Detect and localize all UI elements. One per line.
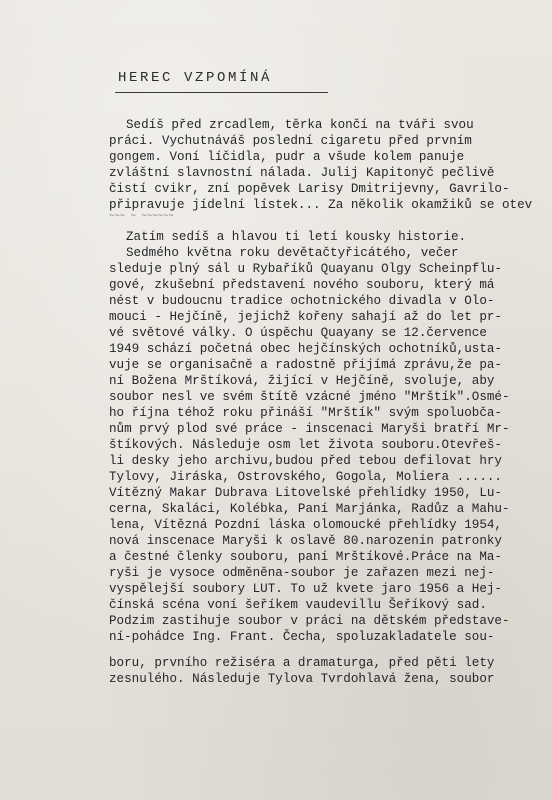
- text-line: Zatím sedíš a hlavou ti letí kousky historie.: [126, 230, 467, 244]
- text-line: nová inscenace Maryši k oslavě 80.narozenin patronky: [109, 534, 502, 548]
- text-line: štíkových. Následuje osm let života souboru.Otevřeš-: [109, 438, 502, 452]
- text-line: zesnulého. Následuje Tylova Tvrdohlavá žena, soubor: [109, 672, 495, 686]
- text-line: ho října téhož roku přináší "Mrštík" svým spoluobča-: [109, 406, 502, 420]
- text-line: Vítězný Makar Dubrava Litovelské přehlídky 1950, Lu-: [109, 486, 502, 500]
- text-line: připravuje jídelní lístek... Za několik okamžiků se otev: [109, 198, 533, 212]
- text-line: nést v budoucnu tradice ochotnického divadla v Olo-: [109, 294, 495, 308]
- text-line: lena, Vítězná Pozdní láska olomoucké přehlídky 1954,: [109, 518, 502, 532]
- text-line: Tylovy, Jiráska, Ostrovského, Gogola, Moliera ......: [109, 470, 502, 484]
- text-line: práci. Vychutnáváš poslední cigaretu před prvním: [109, 134, 472, 148]
- text-line: nům prvý plod své práce - inscenaci Maryši bratří Mr-: [109, 422, 510, 436]
- text-line: boru, prvního režiséra a dramaturga, před pěti lety: [109, 656, 495, 670]
- page-title: HEREC VZPOMÍNÁ: [118, 70, 273, 86]
- text-line: sleduje plný sál u Rybaříků Quayanu Olgy Scheinpflu-: [109, 262, 502, 276]
- text-line: mouci - Hejčíně, jejichž kořeny sahají až do let pr-: [109, 310, 502, 324]
- text-line: ní-pohádce Ing. Frant. Čecha, spoluzakladatele sou-: [109, 630, 495, 644]
- text-line: Sedíš před zrcadlem, těrka končí na tváři svou: [126, 118, 474, 132]
- text-line: vyspělejší soubory LUT. To už kvete jaro 1956 a Hej-: [109, 582, 502, 596]
- text-line: soubor nesl ve svém štítě vzácné jméno "Mrštík".Osmé-: [109, 390, 510, 404]
- text-line: vé světové války. O úspěchu Quayany se 12.července: [109, 326, 487, 340]
- text-line: li desky jeho archivu,budou před tebou defilovat hry: [109, 454, 502, 468]
- text-line: Sedmého května roku devětačtyřicátého, večer: [126, 246, 459, 260]
- text-line: vuje se organisačně a radostně přijímá zprávu,že pa-: [109, 358, 502, 372]
- title-underline: [115, 92, 328, 93]
- text-line: Podzim zastihuje soubor v práci na dětském představe-: [109, 614, 510, 628]
- text-line: gongem. Voní líčidla, pudr a všude kolem panuje: [109, 150, 465, 164]
- text-line: ní Božena Mrštíková, žijící v Hejčíně, svoluje, aby: [109, 374, 495, 388]
- text-line: čínská scéna voní šeříkem vaudevillu Šeříkový sad.: [109, 598, 487, 612]
- text-line: ryši je vysoce odměněna-soubor je zařazen mezi nej-: [109, 566, 495, 580]
- text-line: čistí cvikr, zní popěvek Larisy Dmitrijevny, Gavrilo-: [109, 182, 510, 196]
- text-line: zvláštní slavnostní nálada. Julij Kapitonyč pečlivě: [109, 166, 495, 180]
- text-line: 1949 schází početná obec hejčínských ochotníků,usta-: [109, 342, 502, 356]
- text-line: gové, zkušební představení nového souboru, který má: [109, 278, 495, 292]
- struck-text-fragment: ~~~ ~ ~~~~~~: [109, 211, 174, 221]
- text-line: cerna, Skaláci, Kolébka, Paní Marjánka, Radůz a Mahu-: [109, 502, 510, 516]
- text-line: a čestné členky souboru, paní Mrštíkové.Práce na Ma-: [109, 550, 502, 564]
